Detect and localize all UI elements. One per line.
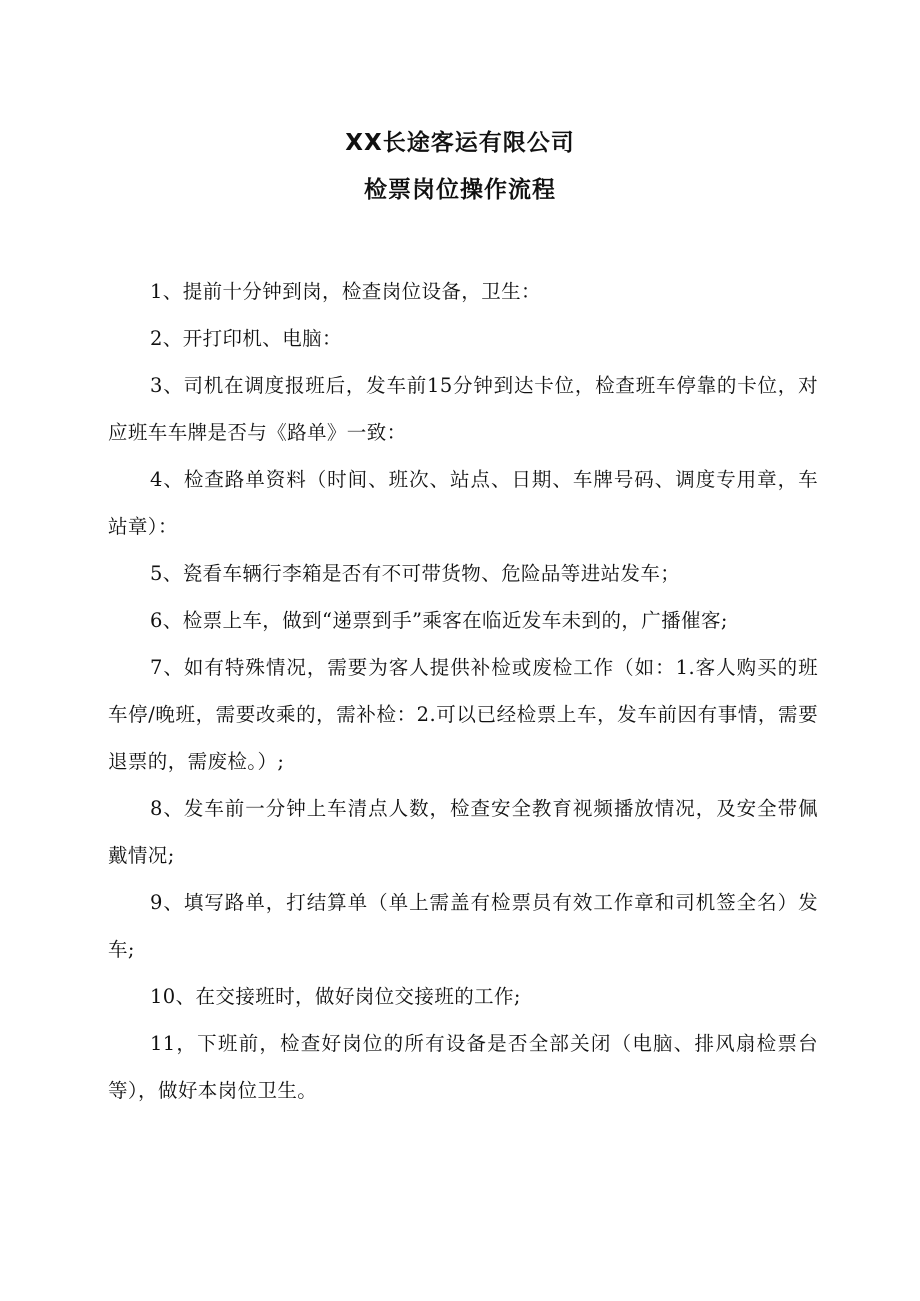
procedure-item-1: 1、提前十分钟到岗，检查岗位设备，卫生： <box>150 280 541 303</box>
procedure-item-6: 6、检票上车，做到“递票到手”乘客在临近发车未到的，广播催客; <box>150 609 728 632</box>
document-title: 检票岗位操作流程 <box>364 177 556 203</box>
procedure-item-5: 5、瓷看车辆行李箱是否有不可带货物、危险品等进站发车； <box>150 562 681 585</box>
company-title: XX长途客运有限公司 <box>345 130 575 156</box>
procedure-item-7: 7、如有特殊情况，需要为客人提供补检或废检工作（如：1.客人购买的班车停/晚班，需要改乘的，需补检：2.可以已经检票上车，发车前因有事情，需要退票的，需废检。）; <box>108 656 818 773</box>
procedure-item-11: 11，下班前，检查好岗位的所有设备是否全部关闭（电脑、排风扇检票台等），做好本岗位卫生。 <box>108 1032 818 1102</box>
procedure-item-2: 2、开打印机、电脑： <box>150 327 342 350</box>
procedure-item-10: 10、在交接班时，做好岗位交接班的工作; <box>150 985 521 1008</box>
procedure-item-4: 4、检查路单资料（时间、班次、站点、日期、车牌号码、调度专用章，车站章）： <box>108 468 818 538</box>
procedure-item-9: 9、填写路单，打结算单（单上需盖有检票员有效工作章和司机签全名）发车; <box>108 891 818 961</box>
procedure-item-8: 8、发车前一分钟上车清点人数，检查安全教育视频播放情况，及安全带佩戴情况; <box>108 797 818 867</box>
procedure-list <box>108 268 818 1114</box>
procedure-item-3: 3、司机在调度报班后，发车前15分钟到达卡位，检查班车停靠的卡位，对应班车车牌是否与《路单》一致： <box>108 374 818 444</box>
